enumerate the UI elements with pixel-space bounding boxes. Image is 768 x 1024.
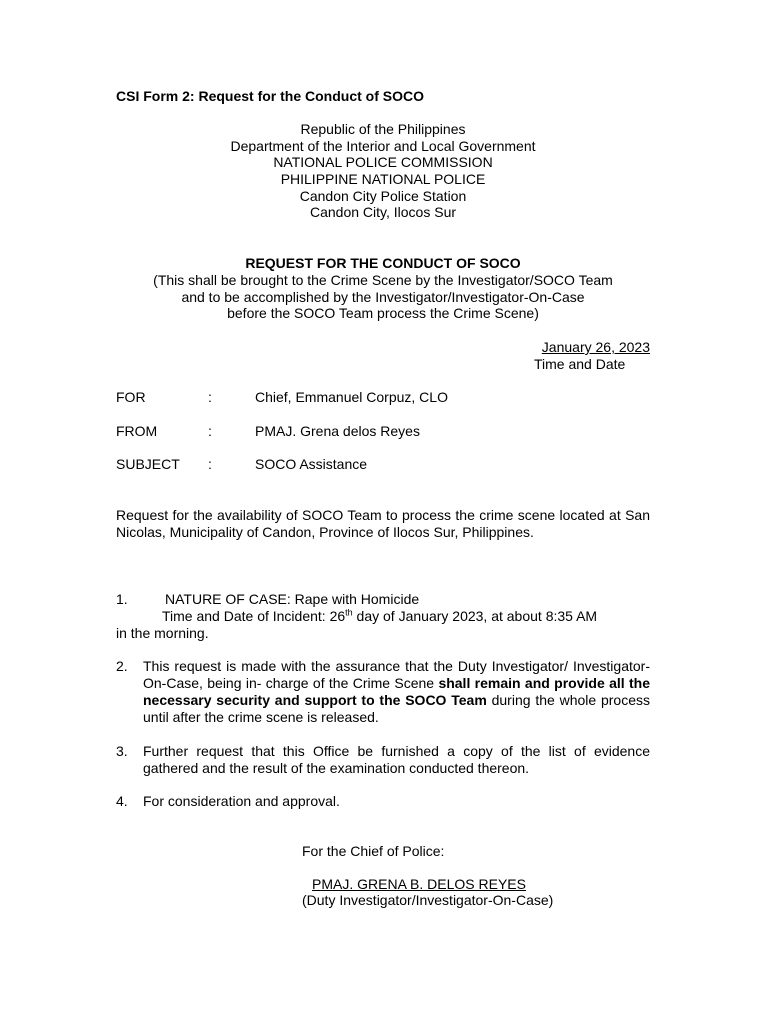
assurance-text-pre: This request is made with the assurance that the Duty Investigator/ Investigator-On-Case, being in- charge of the Crime Scene (143, 658, 650, 691)
item-number: 4. (116, 793, 128, 809)
form-title: CSI Form 2: Request for the Conduct of SOCO (116, 88, 425, 104)
memo-for-value: Chief, Emmanuel Corpuz, CLO (255, 389, 448, 405)
item-number: 1. (116, 591, 128, 607)
memo-for-label: FOR (116, 389, 146, 405)
letterhead (116, 121, 650, 221)
letterhead-line: PHILIPPINE NATIONAL POLICE (280, 171, 486, 188)
memo-colon: : (208, 456, 212, 472)
letterhead-line: NATIONAL POLICE COMMISSION (273, 154, 493, 171)
item-number: 2. (116, 658, 128, 674)
incident-time-cont: in the morning. (116, 625, 209, 641)
date-value: January 26, 2023 (541, 339, 650, 355)
letterhead-line: Department of the Interior and Local Government (230, 137, 536, 154)
memo-from-value: PMAJ. Grena delos Reyes (255, 423, 420, 439)
request-paragraph: Request for the availability of SOCO Team to process the crime scene located at San Nicolas, Municipality of Candon, Province of Ilocos Sur, Philippines. (116, 507, 650, 540)
letterhead-line: Republic of the Philippines (300, 121, 466, 137)
consideration-item: For consideration and approval. (143, 793, 340, 809)
memo-from-label: FROM (116, 423, 158, 439)
memo-colon: : (208, 423, 212, 439)
assurance-item (143, 658, 650, 726)
date-label: Time and Date (534, 356, 626, 372)
request-instructions (116, 272, 650, 322)
memo-colon: : (208, 389, 212, 405)
letterhead-line: Candon City, Ilocos Sur (309, 204, 457, 221)
item-number: 3. (116, 743, 128, 759)
evidence-request-item: Further request that this Office be furnished a copy of the list of evidence gathered and the result of the examination conducted thereon. (143, 743, 650, 776)
instruction-line: and to be accomplished by the Investigator/Investigator-On-Case (181, 288, 585, 305)
nature-of-case: NATURE OF CASE: Rape with Homicide (165, 591, 420, 607)
signatory-name: PMAJ. GRENA B. DELOS REYES (312, 876, 526, 892)
instruction-line: (This shall be brought to the Crime Scene by the Investigator/SOCO Team (153, 272, 613, 288)
instruction-line: before the SOCO Team process the Crime Scene) (227, 305, 539, 322)
signatory-title: (Duty Investigator/Investigator-On-Case) (302, 892, 554, 908)
assurance-text-bold: shall remain and provide all the necessary security and support to the SOCO Team (143, 675, 650, 708)
signature-for-line: For the Chief of Police: (302, 843, 445, 859)
ordinal-suffix: th (345, 607, 353, 618)
incident-time (162, 608, 597, 625)
memo-subject-label: SUBJECT (116, 456, 180, 472)
request-title: REQUEST FOR THE CONDUCT OF SOCO (245, 255, 521, 271)
letterhead-line: Candon City Police Station (299, 187, 467, 204)
assurance-text-post: during the whole process until after the crime scene is released. (143, 692, 650, 725)
incident-time-pre: Time and Date of Incident: 26 (162, 608, 346, 624)
memo-subject-value: SOCO Assistance (255, 456, 368, 472)
incident-time-post: day of January 2023, at about 8:35 AM (352, 608, 598, 624)
